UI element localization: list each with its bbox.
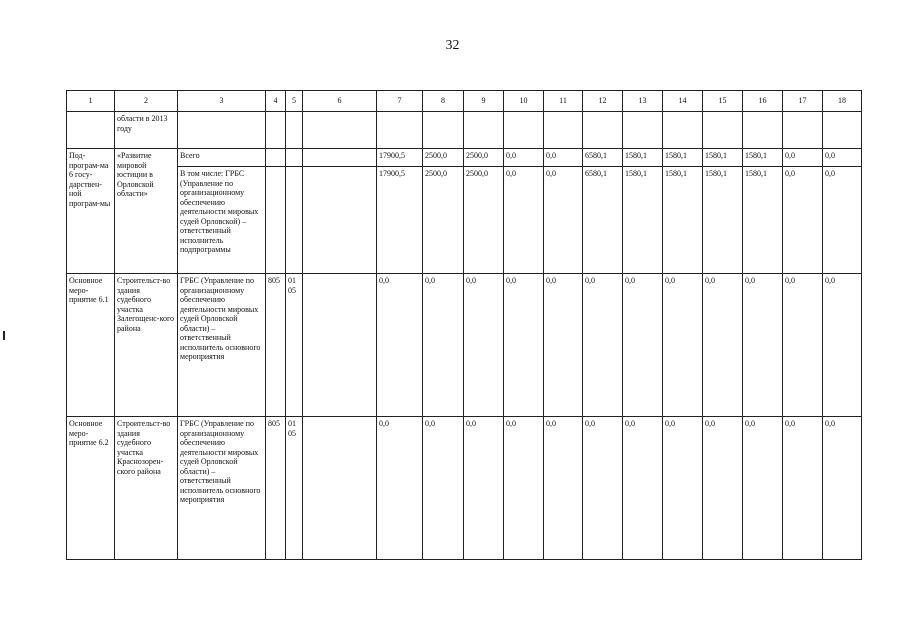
value-cell (783, 112, 823, 149)
value-cell (663, 112, 703, 149)
column-header: 5 (286, 91, 303, 112)
target-article-cell (303, 112, 377, 149)
value-cell: 0,0 (464, 274, 504, 417)
row-code-cell (67, 112, 115, 149)
value-cell: 0,0 (504, 417, 544, 560)
row-executor-cell: ГРБС (Управление по организационному обеспечению деятельности мировых судей Орловской области) – ответственный исполнитель основного мероприятия (178, 417, 266, 560)
row-executor-cell: ГРБС (Управление по организационному обеспечению деятельности мировых судей Орловской области) – ответственный исполнитель основного мероприятия (178, 274, 266, 417)
value-cell: 0,0 (663, 417, 703, 560)
value-cell: 1580,1 (743, 149, 783, 167)
row-code-cell: Под-програм-ма 6 госу-дарствен-ной програм-мы (67, 149, 115, 274)
value-cell: 0,0 (544, 274, 583, 417)
section-code-cell: 01 05 (286, 274, 303, 417)
section-code-cell: 01 05 (286, 417, 303, 560)
row-title-cell: Строительст-во здания судебного участка Краснозорен-ского района (115, 417, 178, 560)
value-cell: 1580,1 (743, 167, 783, 274)
value-cell: 0,0 (783, 417, 823, 560)
row-code-cell: Основное меро-приятие 6.1 (67, 274, 115, 417)
row-title-cell: области в 2013 году (115, 112, 178, 149)
table-row (67, 112, 862, 149)
target-article-cell (303, 149, 377, 167)
grbs-code-cell (266, 112, 286, 149)
value-cell: 0,0 (504, 274, 544, 417)
value-cell: 0,0 (623, 274, 663, 417)
value-cell: 2500,0 (464, 149, 504, 167)
column-header: 8 (423, 91, 464, 112)
column-header: 14 (663, 91, 703, 112)
value-cell: 0,0 (783, 167, 823, 274)
value-cell: 0,0 (583, 417, 623, 560)
column-header: 18 (823, 91, 862, 112)
section-code-cell (286, 167, 303, 274)
value-cell: 0,0 (504, 149, 544, 167)
value-cell: 0,0 (743, 417, 783, 560)
column-header: 6 (303, 91, 377, 112)
value-cell: 0,0 (544, 149, 583, 167)
value-cell (623, 112, 663, 149)
value-cell: 0,0 (423, 417, 464, 560)
value-cell: 0,0 (423, 274, 464, 417)
column-header: 4 (266, 91, 286, 112)
value-cell: 1580,1 (623, 149, 663, 167)
column-header: 2 (115, 91, 178, 112)
value-cell: 2500,0 (423, 149, 464, 167)
target-article-cell (303, 167, 377, 274)
margin-mark (3, 331, 5, 340)
header-row (67, 91, 862, 112)
value-cell: 0,0 (823, 167, 862, 274)
value-cell: 0,0 (783, 274, 823, 417)
column-header: 16 (743, 91, 783, 112)
value-cell (583, 112, 623, 149)
value-cell: 1580,1 (703, 149, 743, 167)
value-cell: 0,0 (783, 149, 823, 167)
table-row (67, 149, 862, 167)
grbs-code-cell: 805 (266, 274, 286, 417)
row-executor-cell: Всего (178, 149, 266, 167)
value-cell (743, 112, 783, 149)
table-row (67, 274, 862, 417)
value-cell: 0,0 (504, 167, 544, 274)
value-cell: 0,0 (823, 274, 862, 417)
value-cell: 6580,1 (583, 167, 623, 274)
column-header: 7 (377, 91, 423, 112)
value-cell: 0,0 (583, 274, 623, 417)
value-cell (703, 112, 743, 149)
section-code-cell (286, 149, 303, 167)
value-cell: 0,0 (377, 274, 423, 417)
value-cell: 6580,1 (583, 149, 623, 167)
grbs-code-cell (266, 149, 286, 167)
value-cell: 0,0 (464, 417, 504, 560)
column-header: 13 (623, 91, 663, 112)
section-code-cell (286, 112, 303, 149)
column-header: 1 (67, 91, 115, 112)
value-cell: 1580,1 (663, 149, 703, 167)
value-cell: 1580,1 (623, 167, 663, 274)
table-row (67, 417, 862, 560)
row-executor-cell: В том числе: ГРБС (Управление по организационному обеспечению деятельности мировых судей Орловской) – ответственный исполнитель подпрограммы (178, 167, 266, 274)
value-cell (544, 112, 583, 149)
row-code-cell: Основное меро-приятие 6.2 (67, 417, 115, 560)
value-cell (823, 112, 862, 149)
row-title-cell: «Развитие мировой юстиции в Орловской области» (115, 149, 178, 274)
value-cell (423, 112, 464, 149)
column-header: 10 (504, 91, 544, 112)
budget-table (66, 90, 862, 560)
value-cell: 2500,0 (423, 167, 464, 274)
value-cell: 17900,5 (377, 167, 423, 274)
value-cell: 2500,0 (464, 167, 504, 274)
value-cell: 0,0 (663, 274, 703, 417)
row-title-cell: Строительст-во здания судебного участка Залегощенс-кого района (115, 274, 178, 417)
column-header: 17 (783, 91, 823, 112)
grbs-code-cell: 805 (266, 417, 286, 560)
table-row (67, 167, 862, 274)
value-cell: 1580,1 (703, 167, 743, 274)
value-cell: 1580,1 (663, 167, 703, 274)
target-article-cell (303, 417, 377, 560)
grbs-code-cell (266, 167, 286, 274)
target-article-cell (303, 274, 377, 417)
value-cell (504, 112, 544, 149)
column-header: 15 (703, 91, 743, 112)
column-header: 3 (178, 91, 266, 112)
page-number: 32 (445, 38, 460, 53)
value-cell: 0,0 (703, 417, 743, 560)
value-cell (464, 112, 504, 149)
value-cell: 0,0 (823, 417, 862, 560)
value-cell: 0,0 (544, 417, 583, 560)
value-cell: 17900,5 (377, 149, 423, 167)
value-cell: 0,0 (544, 167, 583, 274)
value-cell (377, 112, 423, 149)
column-header: 11 (544, 91, 583, 112)
value-cell: 0,0 (377, 417, 423, 560)
column-header: 12 (583, 91, 623, 112)
value-cell: 0,0 (743, 274, 783, 417)
value-cell: 0,0 (623, 417, 663, 560)
value-cell: 0,0 (703, 274, 743, 417)
row-executor-cell (178, 112, 266, 149)
value-cell: 0,0 (823, 149, 862, 167)
column-header: 9 (464, 91, 504, 112)
